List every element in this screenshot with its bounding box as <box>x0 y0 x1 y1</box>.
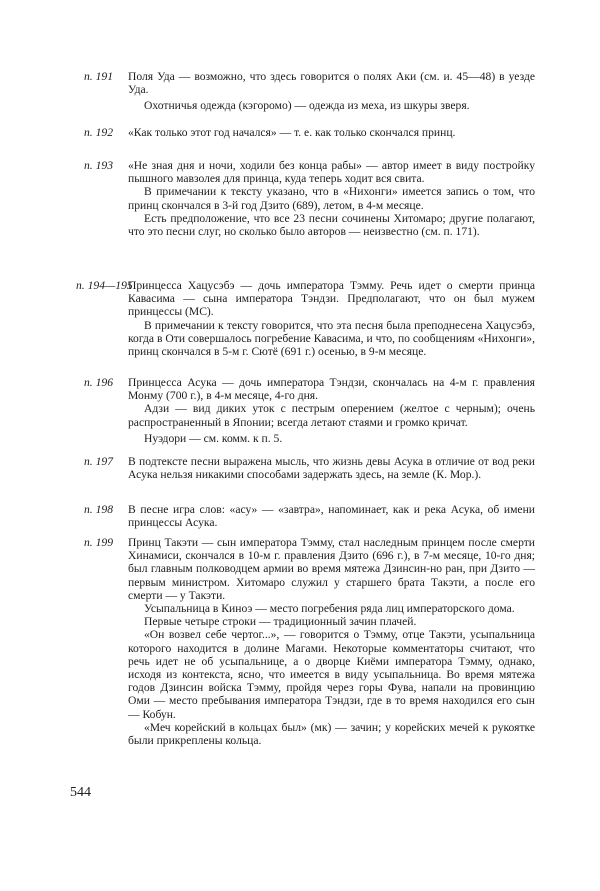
entry-body <box>128 279 535 358</box>
entry-paragraph: В подтексте песни выражена мысль, что жизнь девы Асука в отличие от вод реки Асука нельзя никакими способами задержать здесь, на земле (К. Мор.). <box>128 455 535 482</box>
entry-paragraph: «Как только этот год начался» — т. е. как только скончался принц. <box>128 126 456 139</box>
entry-body <box>128 159 535 238</box>
entry-body <box>128 455 535 481</box>
entry-number: п. 194—195 <box>76 279 133 292</box>
entry-number: п. 191 <box>84 70 113 83</box>
entry-paragraph: «Он возвел себе чертог...», — говорится о Тэмму, отце Такэти, усыпальница которого находится в долине Магами. Некоторые комментаторы считают, что речь идет не об усыпальнице, а о дворце Киёми императора Тэмму, однако, исходя из контекста, ясно, что имеется в виду усыпальница. Во время мятежа годов Дзинсин войска Тэмму, пройдя через горы Фува, напали на провинцию Оми — место пребывания императора Тэндзи, где в то время находился его сын — Кобун. <box>128 628 535 721</box>
entry-paragraph: Первые четыре строки — традиционный зачин плачей. <box>144 615 417 629</box>
entry-body <box>128 376 535 445</box>
entry-number: п. 196 <box>84 376 113 389</box>
entry-paragraph: «Меч корейский в кольцах был» (мк) — зачин; у корейских мечей к рукоятке были прикреплены кольца. <box>128 720 535 748</box>
entry-paragraph: Принцесса Асука — дочь императора Тэндзи, скончалась на 4-м г. правления Монму (700 г.), в 4-м месяце, 4-го дня. <box>128 376 535 403</box>
entry-paragraph: Принцесса Хацусэбэ — дочь императора Тэмму. Речь идет о смерти принца Кавасима — сына императора Тэндзи. Предполагают, что он был мужем принцессы (МС). <box>128 279 535 319</box>
entry-paragraph: «Не зная дня и ночи, ходили без конца рабы» — автор имеет в виду постройку пышного мавзолея для принца, куда теперь ходит вся свита. <box>128 159 535 186</box>
entry-paragraph: Принц Такэти — сын императора Тэмму, стал наследным принцем после смерти Хинамиси, скончался в 10-м г. правления Дзито (696 г.), в 7-м месяце, 10-го дня; был главным полководцем армии во время мятежа Дзинсин-но ран, при Дзито — первым министром. Хитомаро служил у старшего брата Такэти, а после его смерти — у Такэти. <box>128 536 535 602</box>
entry-paragraph: Усыпальница в Киноэ — место погребения ряда лиц императорского дома. <box>144 602 515 616</box>
entry-paragraph: Адзи — вид диких уток с пестрым оперением (желтое с черным); очень распространенный в Японии; всегда летают стаями и громко кричат. <box>128 402 535 429</box>
page-number: 544 <box>70 785 91 800</box>
entry-number: п. 199 <box>84 536 113 549</box>
entry-paragraph: В примечании к тексту указано, что в «Нихонги» имеется запись о том, что принц скончался в 3-й год Дзито (689), летом, в 4-м месяце. <box>128 185 535 212</box>
entry-paragraph: Поля Уда — возможно, что здесь говорится о полях Аки (см. и. 45—48) в уезде Уда. <box>128 70 535 97</box>
entry-number: п. 192 <box>84 126 113 139</box>
entry-number: п. 198 <box>84 503 113 516</box>
entry-body <box>128 70 535 113</box>
entry-body <box>128 503 535 529</box>
entry-number: п. 197 <box>84 455 113 468</box>
entry-paragraph: Нуэдори — см. комм. к п. 5. <box>144 431 283 445</box>
entry-paragraph: В примечании к тексту говорится, что эта песня была преподнесена Хацусэбэ, когда в Оти совершалось погребение Кавасима, и что, по сообщениям «Нихонги», принц скончался в 5-м г. Сютё (691 г.) осенью, в 9-м месяце. <box>128 318 535 359</box>
entry-body <box>128 536 535 747</box>
entry-number: п. 193 <box>84 159 113 172</box>
entry-paragraph: В песне игра слов: «асу» — «завтра», напоминает, как и река Асука, об имени принцессы Асука. <box>128 503 535 530</box>
entry-paragraph: Охотничья одежда (кэгоромо) — одежда из меха, из шкуры зверя. <box>144 99 470 113</box>
entry-paragraph: Есть предположение, что все 23 песни сочинены Хитомаро; другие полагают, что это песни слуг, но сколько было авторов — неизвестно (см. п. 171). <box>128 211 535 239</box>
entry-body <box>128 126 535 139</box>
